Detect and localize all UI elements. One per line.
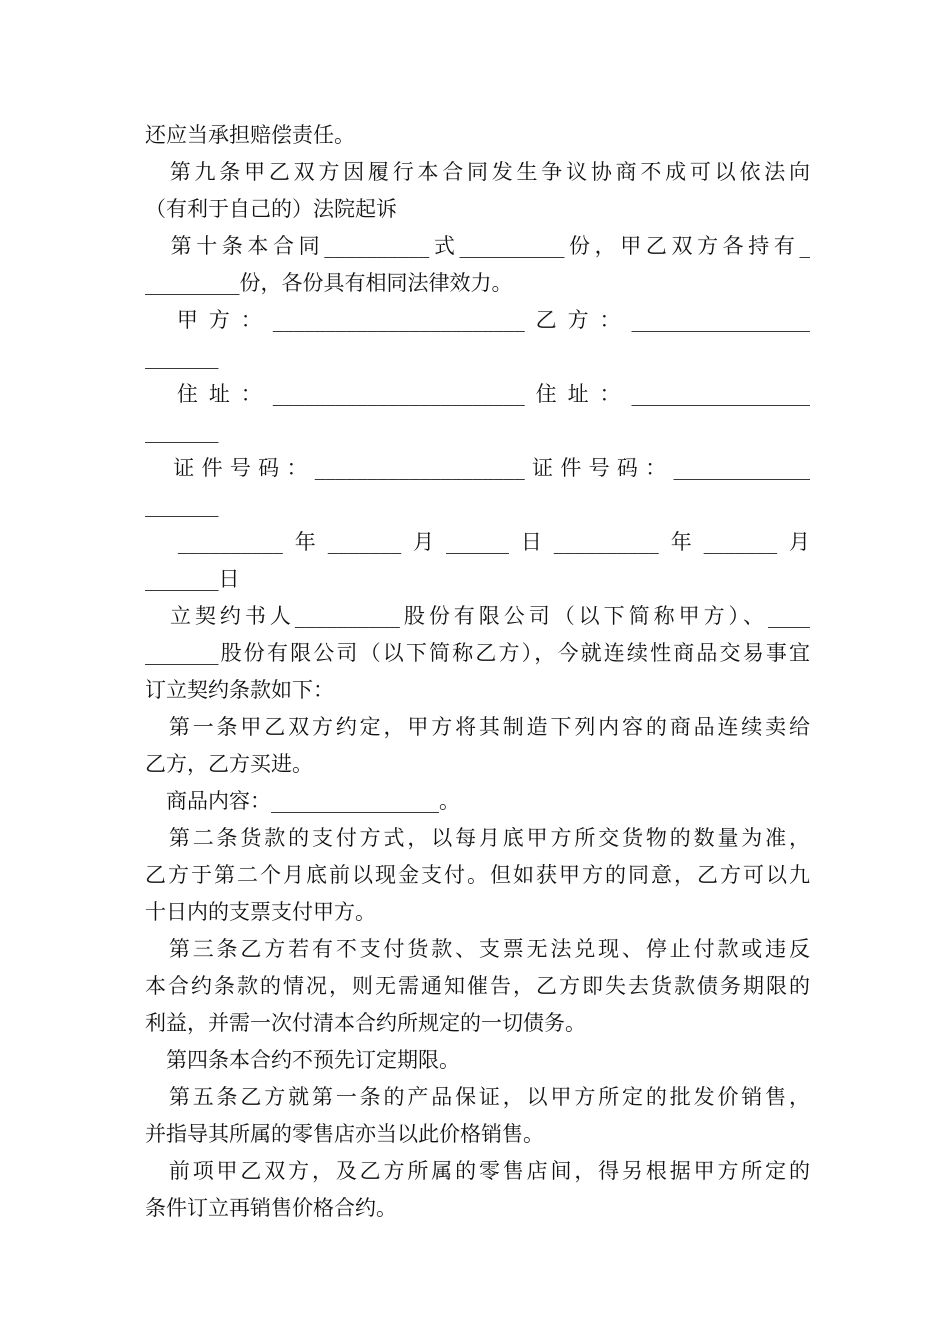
text-line: 证件号码：____________________证件号码：_____________ xyxy=(145,456,810,480)
text-line: 第十条本合同__________式__________份，甲乙双方各持有_ xyxy=(145,234,810,258)
text-line: 商品内容：________________。 xyxy=(145,789,460,813)
text-line: 条件订立再销售价格合约。 xyxy=(145,1196,397,1220)
text-line: _______ xyxy=(145,493,219,517)
text-line: 前项甲乙双方，及乙方所属的零售店间，得另根据甲方所定的 xyxy=(145,1159,810,1183)
text-line: 第九条甲乙双方因履行本合同发生争议协商不成可以依法向 xyxy=(145,160,810,184)
text-line: _______ xyxy=(145,345,219,369)
text-line: 乙方，乙方买进。 xyxy=(145,752,313,776)
text-line: 还应当承担赔偿责任。 xyxy=(145,123,355,147)
text-line: 第四条本合约不预先订定期限。 xyxy=(145,1048,460,1072)
text-line: 住址：________________________住址：_________________ xyxy=(145,382,810,406)
text-line: 利益，并需一次付清本合约所规定的一切债务。 xyxy=(145,1011,586,1035)
text-line: 第五条乙方就第一条的产品保证，以甲方所定的批发价销售， xyxy=(145,1085,810,1109)
text-line: 本合约条款的情况，则无需通知催告，乙方即失去货款债务期限的 xyxy=(145,974,810,998)
text-line: 第一条甲乙双方约定，甲方将其制造下列内容的商品连续卖给 xyxy=(145,715,810,739)
text-line: 十日内的支票支付甲方。 xyxy=(145,900,376,924)
text-line: _______ xyxy=(145,419,219,443)
text-line: 立契约书人__________股份有限公司（以下简称甲方）、____ xyxy=(145,604,810,628)
text-line: 订立契约条款如下： xyxy=(145,678,334,702)
text-line: _________份，各份具有相同法律效力。 xyxy=(145,271,513,295)
text-line: 第三条乙方若有不支付货款、支票无法兑现、停止付款或违反 xyxy=(145,937,810,961)
text-line: __________年_______月______日__________年_______月 xyxy=(145,530,810,554)
text-line: 甲方：________________________乙方：_________________ xyxy=(145,308,810,332)
text-line: 并指导其所属的零售店亦当以此价格销售。 xyxy=(145,1122,544,1146)
text-line: _______日 xyxy=(145,567,240,591)
text-line: _______股份有限公司（以下简称乙方），今就连续性商品交易事宜 xyxy=(145,641,810,665)
text-line: （有利于自己的）法院起诉 xyxy=(145,197,397,221)
text-line: 第二条货款的支付方式，以每月底甲方所交货物的数量为准， xyxy=(145,826,810,850)
text-line: 乙方于第二个月底前以现金支付。但如获甲方的同意，乙方可以九 xyxy=(145,863,810,887)
